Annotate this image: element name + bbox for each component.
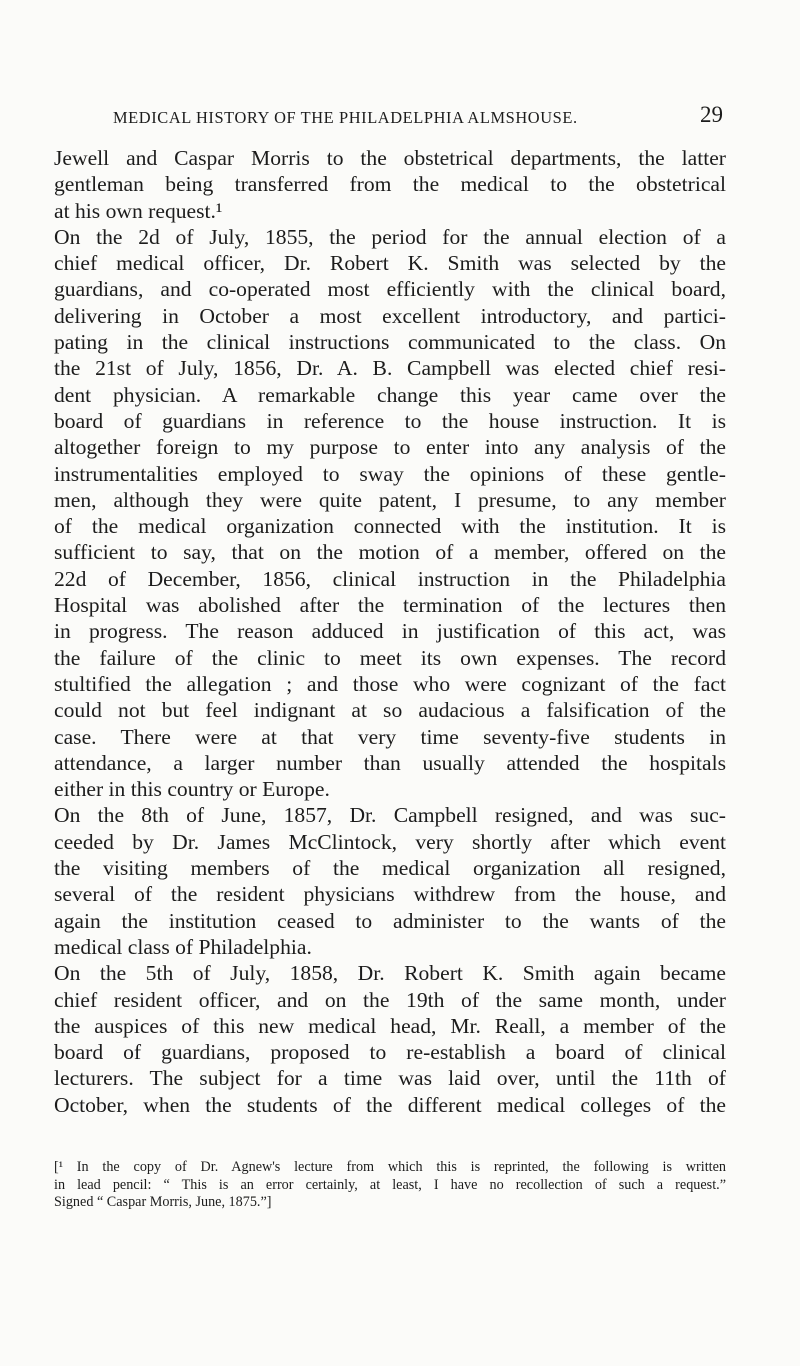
text-line: the failure of the clinic to meet its own expenses. The record: [54, 645, 726, 670]
text-line: lecturers. The subject for a time was laid over, until the 11th of: [54, 1066, 726, 1091]
text-line: the visiting members of the medical organization all resigned,: [54, 856, 726, 881]
running-title: MEDICAL HISTORY OF THE PHILADELPHIA ALMSHOUSE.: [113, 108, 578, 127]
text-line: ceeded by Dr. James McClintock, very shortly after which event: [54, 829, 726, 854]
text-line: at his own request.¹: [54, 198, 223, 223]
text-line: board of guardians, proposed to re-establish a board of clinical: [54, 1040, 726, 1065]
footnote: [54, 1159, 726, 1212]
text-line: men, although they were quite patent, I presume, to any member: [54, 487, 726, 512]
text-line: either in this country or Europe.: [54, 777, 330, 802]
text-line: medical class of Philadelphia.: [54, 934, 312, 959]
text-line: guardians, and co-operated most efficiently with the clinical board,: [54, 277, 726, 302]
text-line: the 21st of July, 1856, Dr. A. B. Campbell was elected chief resi-: [54, 356, 726, 381]
text-line: altogether foreign to my purpose to enter into any analysis of the: [54, 435, 726, 460]
text-line: delivering in October a most excellent introductory, and partici-: [54, 303, 726, 328]
text-line: October, when the students of the different medical colleges of the: [54, 1092, 726, 1117]
text-line: could not but feel indignant at so audacious a falsification of the: [54, 698, 726, 723]
footnote-line: in lead pencil: “ This is an error certainly, at least, I have no recollection of such a request.”: [54, 1176, 726, 1193]
text-line: chief medical officer, Dr. Robert K. Smith was selected by the: [54, 251, 726, 276]
text-line: 22d of December, 1856, clinical instruction in the Philadelphia: [54, 566, 726, 591]
text-line: sufficient to say, that on the motion of a member, offered on the: [54, 540, 726, 565]
text-line: of the medical organization connected with the institution. It is: [54, 514, 726, 539]
text-line: several of the resident physicians withdrew from the house, and: [54, 882, 726, 907]
footnote-line: [¹ In the copy of Dr. Agnew's lecture from which this is reprinted, the following is written: [54, 1159, 726, 1175]
text-line: Hospital was abolished after the termination of the lectures then: [54, 593, 726, 618]
text-line: case. There were at that very time seventy-five students in: [54, 724, 726, 749]
text-line: attendance, a larger number than usually attended the hospitals: [54, 750, 726, 775]
running-head: [113, 104, 723, 132]
text-line: board of guardians in reference to the house instruction. It is: [54, 408, 726, 433]
text-line: stultified the allegation ; and those who were cognizant of the fact: [54, 671, 726, 696]
text-line: instrumentalities employed to sway the opinions of these gentle-: [54, 461, 726, 486]
text-line: On the 5th of July, 1858, Dr. Robert K. Smith again became: [54, 961, 726, 986]
text-line: pating in the clinical instructions communicated to the class. On: [54, 330, 726, 355]
text-line: dent physician. A remarkable change this year came over the: [54, 382, 726, 407]
text-line: On the 8th of June, 1857, Dr. Campbell resigned, and was suc-: [54, 803, 726, 828]
text-line: chief resident officer, and on the 19th of the same month, under: [54, 987, 726, 1012]
text-line: in progress. The reason adduced in justification of this act, was: [54, 619, 726, 644]
text-line: again the institution ceased to administer to the wants of the: [54, 908, 726, 933]
footnote-line: Signed “ Caspar Morris, June, 1875.”]: [54, 1194, 272, 1210]
text-line: gentleman being transferred from the medical to the obstetrical: [54, 172, 726, 197]
body-text: [54, 145, 726, 1118]
text-line: the auspices of this new medical head, Mr. Reall, a member of the: [54, 1013, 726, 1038]
page-number: 29: [700, 102, 723, 127]
text-line: On the 2d of July, 1855, the period for the annual election of a: [54, 224, 726, 249]
text-line: Jewell and Caspar Morris to the obstetrical departments, the latter: [54, 146, 726, 170]
